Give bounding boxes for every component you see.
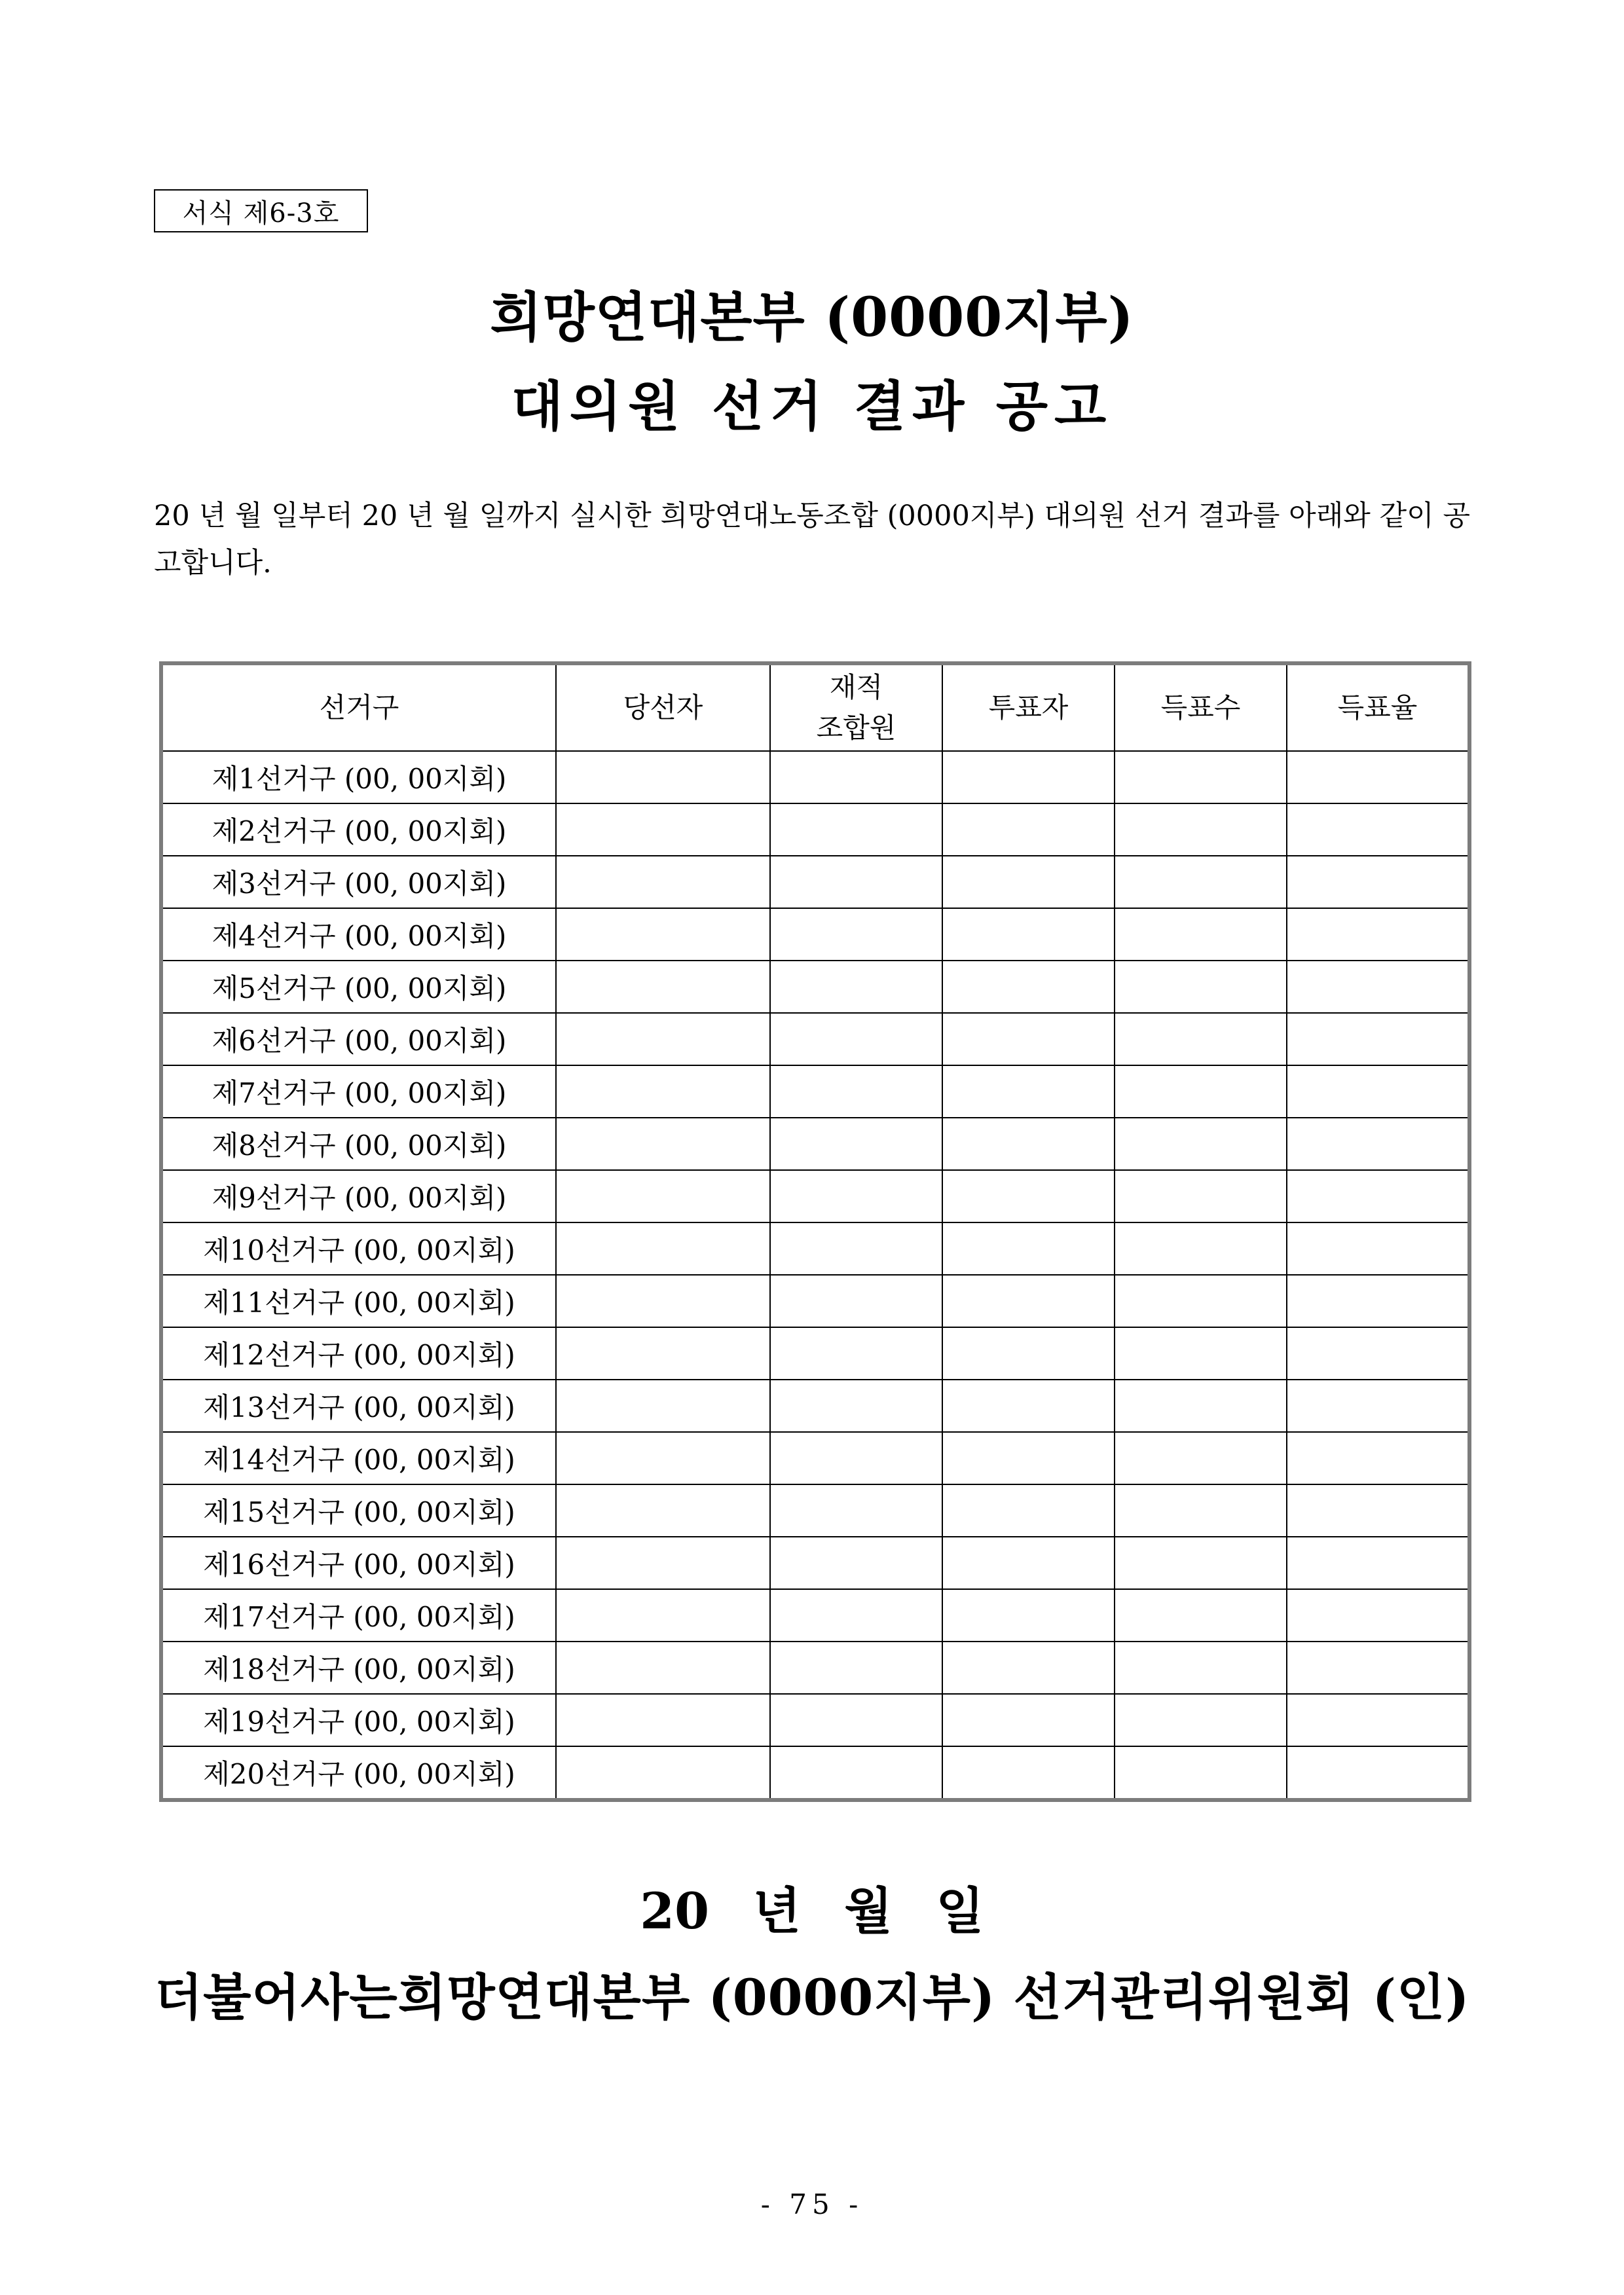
rate-cell[interactable] — [1287, 751, 1469, 803]
elected-cell[interactable] — [556, 1327, 770, 1380]
registered-cell[interactable] — [770, 1694, 942, 1746]
district-cell: 제9선거구 (00, 00지회) — [161, 1170, 556, 1222]
intro-paragraph: 20 년 월 일부터 20 년 월 일까지 실시한 희망연대노동조합 (0000지부) 대의원 선거 결과를 아래와 같이 공고합니다. — [154, 500, 1470, 579]
district-cell: 제14선거구 (00, 00지회) — [161, 1432, 556, 1484]
votes-cell[interactable] — [1115, 803, 1287, 856]
voters-cell[interactable] — [942, 803, 1115, 856]
registered-cell[interactable] — [770, 1170, 942, 1222]
table-row — [161, 1589, 1469, 1642]
district-cell: 제12선거구 (00, 00지회) — [161, 1327, 556, 1380]
elected-cell[interactable] — [556, 1694, 770, 1746]
registered-cell[interactable] — [770, 1746, 942, 1800]
district-cell: 제10선거구 (00, 00지회) — [161, 1222, 556, 1275]
table-row — [161, 1275, 1469, 1327]
header-registered-members: 재적 조합원 — [770, 663, 942, 751]
footer-date: 20 년 월 일 — [640, 1882, 984, 1940]
district-cell: 제6선거구 (00, 00지회) — [161, 1013, 556, 1065]
rate-cell[interactable] — [1287, 1432, 1469, 1484]
elected-cell[interactable] — [556, 856, 770, 908]
registered-cell[interactable] — [770, 1222, 942, 1275]
rate-cell[interactable] — [1287, 1222, 1469, 1275]
table-row — [161, 1327, 1469, 1380]
voters-cell[interactable] — [942, 908, 1115, 961]
registered-cell[interactable] — [770, 1065, 942, 1118]
votes-cell[interactable] — [1115, 1642, 1287, 1694]
district-cell: 제18선거구 (00, 00지회) — [161, 1642, 556, 1694]
votes-cell[interactable] — [1115, 1065, 1287, 1118]
rate-cell[interactable] — [1287, 1065, 1469, 1118]
votes-cell[interactable] — [1115, 908, 1287, 961]
header-votes: 득표수 — [1115, 663, 1287, 751]
elected-cell[interactable] — [556, 1746, 770, 1800]
header-voters: 투표자 — [942, 663, 1115, 751]
votes-cell[interactable] — [1115, 751, 1287, 803]
voters-cell[interactable] — [942, 1380, 1115, 1432]
rate-cell[interactable] — [1287, 1537, 1469, 1589]
header-district: 선거구 — [161, 663, 556, 751]
voters-cell[interactable] — [942, 1484, 1115, 1537]
form-number-label: 서식 제6-3호 — [154, 189, 368, 232]
rate-cell[interactable] — [1287, 1484, 1469, 1537]
votes-cell[interactable] — [1115, 1694, 1287, 1746]
table-row — [161, 1380, 1469, 1432]
rate-cell[interactable] — [1287, 1746, 1469, 1800]
table-row — [161, 856, 1469, 908]
table-row — [161, 803, 1469, 856]
elected-cell[interactable] — [556, 1065, 770, 1118]
rate-cell[interactable] — [1287, 961, 1469, 1013]
voters-cell[interactable] — [942, 1642, 1115, 1694]
elected-cell[interactable] — [556, 1222, 770, 1275]
elected-cell[interactable] — [556, 1170, 770, 1222]
district-cell: 제16선거구 (00, 00지회) — [161, 1537, 556, 1589]
voters-cell[interactable] — [942, 1222, 1115, 1275]
voters-cell[interactable] — [942, 961, 1115, 1013]
elected-cell[interactable] — [556, 1013, 770, 1065]
elected-cell[interactable] — [556, 751, 770, 803]
table-row — [161, 1484, 1469, 1537]
header-elected: 당선자 — [556, 663, 770, 751]
voters-cell[interactable] — [942, 1327, 1115, 1380]
registered-cell[interactable] — [770, 803, 942, 856]
district-cell: 제17선거구 (00, 00지회) — [161, 1589, 556, 1642]
votes-cell[interactable] — [1115, 1327, 1287, 1380]
registered-cell[interactable] — [770, 1432, 942, 1484]
district-cell: 제13선거구 (00, 00지회) — [161, 1380, 556, 1432]
votes-cell[interactable] — [1115, 961, 1287, 1013]
table-row — [161, 1013, 1469, 1065]
votes-cell[interactable] — [1115, 1275, 1287, 1327]
voters-cell[interactable] — [942, 1065, 1115, 1118]
district-cell: 제4선거구 (00, 00지회) — [161, 908, 556, 961]
rate-cell[interactable] — [1287, 1327, 1469, 1380]
voters-cell[interactable] — [942, 1170, 1115, 1222]
district-cell: 제8선거구 (00, 00지회) — [161, 1118, 556, 1170]
district-cell: 제20선거구 (00, 00지회) — [161, 1746, 556, 1800]
table-row — [161, 1694, 1469, 1746]
document-subtitle: 대의원 선거 결과 공고 — [511, 375, 1113, 438]
elected-cell[interactable] — [556, 803, 770, 856]
table-row — [161, 1642, 1469, 1694]
registered-cell[interactable] — [770, 961, 942, 1013]
elected-cell[interactable] — [556, 1432, 770, 1484]
table-row — [161, 1065, 1469, 1118]
table-row — [161, 961, 1469, 1013]
votes-cell[interactable] — [1115, 1013, 1287, 1065]
votes-cell[interactable] — [1115, 1432, 1287, 1484]
table-row — [161, 908, 1469, 961]
registered-cell[interactable] — [770, 1013, 942, 1065]
table-row — [161, 1118, 1469, 1170]
elected-cell[interactable] — [556, 908, 770, 961]
voters-cell[interactable] — [942, 1118, 1115, 1170]
votes-cell[interactable] — [1115, 1484, 1287, 1537]
voters-cell[interactable] — [942, 751, 1115, 803]
voters-cell[interactable] — [942, 1694, 1115, 1746]
table-row — [161, 1746, 1469, 1800]
district-cell: 제3선거구 (00, 00지회) — [161, 856, 556, 908]
registered-cell[interactable] — [770, 1642, 942, 1694]
votes-cell[interactable] — [1115, 1222, 1287, 1275]
votes-cell[interactable] — [1115, 1589, 1287, 1642]
table-row — [161, 1432, 1469, 1484]
table-row — [161, 751, 1469, 803]
voters-cell[interactable] — [942, 1746, 1115, 1800]
elected-cell[interactable] — [556, 1380, 770, 1432]
registered-cell[interactable] — [770, 908, 942, 961]
footer-organization: 더불어사는희망연대본부 (0000지부) 선거관리위원회 (인) — [154, 1968, 1470, 2027]
registered-cell[interactable] — [770, 1380, 942, 1432]
document-title: 희망연대본부 (0000지부) — [490, 286, 1134, 349]
votes-cell[interactable] — [1115, 1170, 1287, 1222]
district-cell: 제2선거구 (00, 00지회) — [161, 803, 556, 856]
registered-cell[interactable] — [770, 1484, 942, 1537]
votes-cell[interactable] — [1115, 856, 1287, 908]
district-cell: 제7선거구 (00, 00지회) — [161, 1065, 556, 1118]
voters-cell[interactable] — [942, 1432, 1115, 1484]
voters-cell[interactable] — [942, 1589, 1115, 1642]
rate-cell[interactable] — [1287, 1589, 1469, 1642]
elected-cell[interactable] — [556, 1118, 770, 1170]
registered-cell[interactable] — [770, 1275, 942, 1327]
rate-cell[interactable] — [1287, 1118, 1469, 1170]
table-row — [161, 1537, 1469, 1589]
table-header-row — [161, 663, 1469, 751]
rate-cell[interactable] — [1287, 856, 1469, 908]
district-cell: 제1선거구 (00, 00지회) — [161, 751, 556, 803]
rate-cell[interactable] — [1287, 1170, 1469, 1222]
voters-cell[interactable] — [942, 1013, 1115, 1065]
voters-cell[interactable] — [942, 1537, 1115, 1589]
rate-cell[interactable] — [1287, 1275, 1469, 1327]
rate-cell[interactable] — [1287, 1642, 1469, 1694]
elected-cell[interactable] — [556, 1484, 770, 1537]
rate-cell[interactable] — [1287, 1013, 1469, 1065]
district-cell: 제15선거구 (00, 00지회) — [161, 1484, 556, 1537]
table-row — [161, 1170, 1469, 1222]
registered-cell[interactable] — [770, 751, 942, 803]
page-number: - 75 - — [760, 2188, 864, 2220]
district-cell: 제11선거구 (00, 00지회) — [161, 1275, 556, 1327]
registered-cell[interactable] — [770, 1327, 942, 1380]
elected-cell[interactable] — [556, 961, 770, 1013]
elected-cell[interactable] — [556, 1537, 770, 1589]
header-vote-rate: 득표율 — [1287, 663, 1469, 751]
rate-cell[interactable] — [1287, 1694, 1469, 1746]
rate-cell[interactable] — [1287, 908, 1469, 961]
registered-cell[interactable] — [770, 856, 942, 908]
district-cell: 제5선거구 (00, 00지회) — [161, 961, 556, 1013]
votes-cell[interactable] — [1115, 1746, 1287, 1800]
registered-cell[interactable] — [770, 1118, 942, 1170]
elected-cell[interactable] — [556, 1642, 770, 1694]
elected-cell[interactable] — [556, 1275, 770, 1327]
election-results-table — [159, 661, 1471, 1802]
votes-cell[interactable] — [1115, 1380, 1287, 1432]
registered-cell[interactable] — [770, 1589, 942, 1642]
votes-cell[interactable] — [1115, 1537, 1287, 1589]
table-body — [161, 751, 1469, 1800]
registered-cell[interactable] — [770, 1537, 942, 1589]
elected-cell[interactable] — [556, 1589, 770, 1642]
voters-cell[interactable] — [942, 1275, 1115, 1327]
voters-cell[interactable] — [942, 856, 1115, 908]
rate-cell[interactable] — [1287, 1380, 1469, 1432]
district-cell: 제19선거구 (00, 00지회) — [161, 1694, 556, 1746]
votes-cell[interactable] — [1115, 1118, 1287, 1170]
rate-cell[interactable] — [1287, 803, 1469, 856]
table-row — [161, 1222, 1469, 1275]
